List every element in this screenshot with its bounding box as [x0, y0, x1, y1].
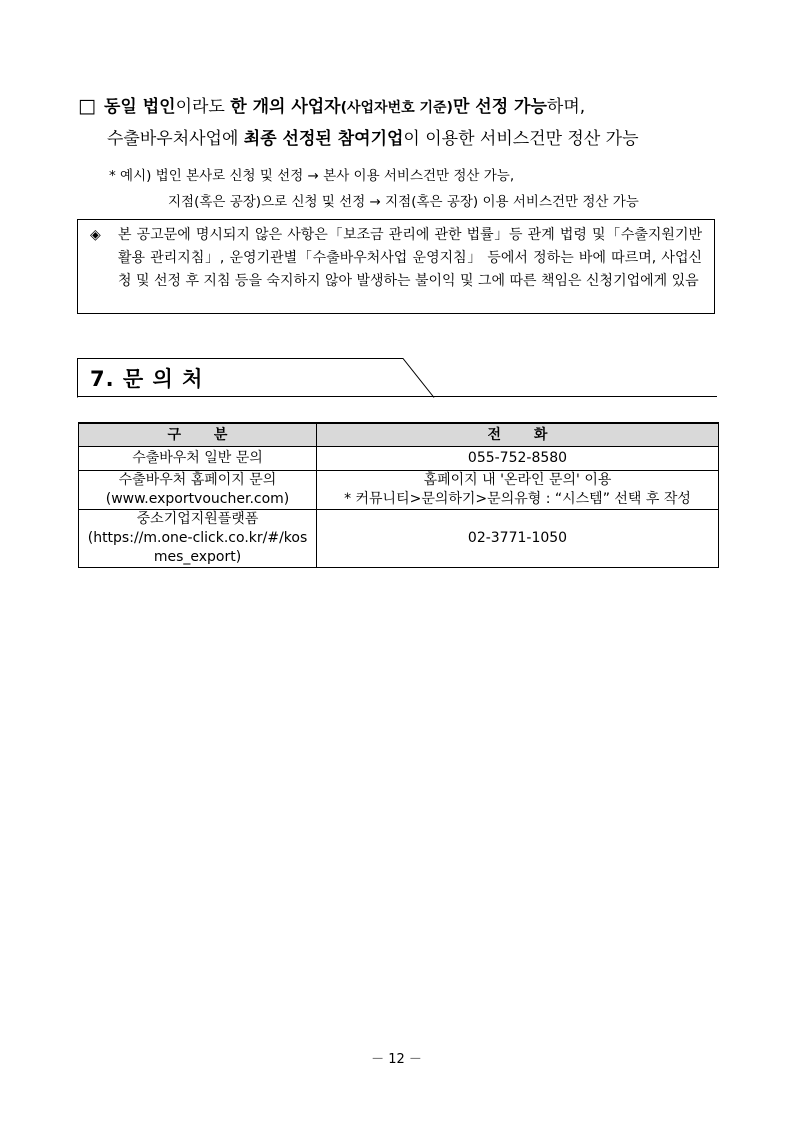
category-url: (www.exportvoucher.com) — [105, 491, 290, 507]
header-category: 구 분 — [79, 423, 317, 447]
section-title: 7. 문 의 처 — [90, 367, 204, 391]
category-line: 수출바우처 홈페이지 문의 — [118, 472, 277, 488]
table-row — [79, 447, 719, 471]
diamond-icon: ◈ — [90, 227, 101, 243]
section-heading — [77, 358, 437, 398]
bullet-line-2 — [107, 124, 717, 149]
checkbox-square-icon: □ — [78, 95, 96, 117]
header-phone: 전 화 — [317, 423, 719, 447]
bullet-text-voucher-project: 수출바우처사업에 — [107, 129, 244, 149]
page-number: － 12 － — [371, 1052, 422, 1067]
row-contact: 02-3771-1050 — [317, 510, 719, 568]
table-row — [79, 510, 719, 568]
contact-line: 홈페이지 내 '온라인 문의' 이용 — [423, 472, 612, 488]
table-row — [79, 471, 719, 510]
section-divider — [77, 396, 717, 397]
bullet-line-1 — [78, 92, 718, 117]
contact-table — [78, 422, 719, 568]
bullet-bold-same-corp: 동일 법인 — [103, 97, 176, 117]
row-contact — [317, 471, 719, 510]
row-category — [79, 510, 317, 568]
row-category: 수출바우처 일반 문의 — [79, 447, 317, 471]
notice-text: 본 공고문에 명시되지 않은 사항은「보조금 관리에 관한 법률」등 관계 법령 및「수출지원기반활용 관리지침」, 운영기관별「수출바우처사업 운영지침」 등에서 정하는 바에 따르며, 사업신청 및 선정 후 지침 등을 숙지하지 않아 발생하는 불이익 및 그에 따른 책임은 신청기업에게 있음 — [118, 227, 702, 289]
example-line-2: 지점(혹은 공장)으로 신청 및 선정 → 지점(혹은 공장) 이용 서비스건만 정산 가능 — [168, 194, 639, 210]
bullet-bold-one-business: 한 개의 사업자 — [230, 97, 341, 117]
table-header-row — [79, 423, 719, 447]
notice-box — [77, 219, 715, 314]
row-contact: 055-752-8580 — [317, 447, 719, 471]
bullet-text-even: 이라도 — [175, 97, 231, 117]
bullet-bold-final-selected: 최종 선정된 참여기업 — [243, 129, 404, 149]
category-line: 중소기업지원플랫폼 — [136, 511, 259, 527]
bullet-bold-bizno-basis: (사업자번호 기준) — [340, 100, 453, 116]
bullet-text-settlement: 이 이용한 서비스건만 정산 가능 — [403, 129, 639, 149]
category-url: mes_export) — [153, 549, 242, 565]
category-url: (https://m.one-click.co.kr/#/kos — [87, 530, 308, 546]
row-category — [79, 471, 317, 510]
bullet-text-and: 하며, — [546, 97, 586, 117]
contact-line: * 커뮤니티>문의하기>문의유형 : “시스템” 선택 후 작성 — [344, 491, 691, 507]
example-line-1: * 예시) 법인 본사로 신청 및 선정 → 본사 이용 서비스건만 정산 가능, — [109, 168, 515, 184]
bullet-bold-only-selectable: 만 선정 가능 — [452, 97, 547, 117]
